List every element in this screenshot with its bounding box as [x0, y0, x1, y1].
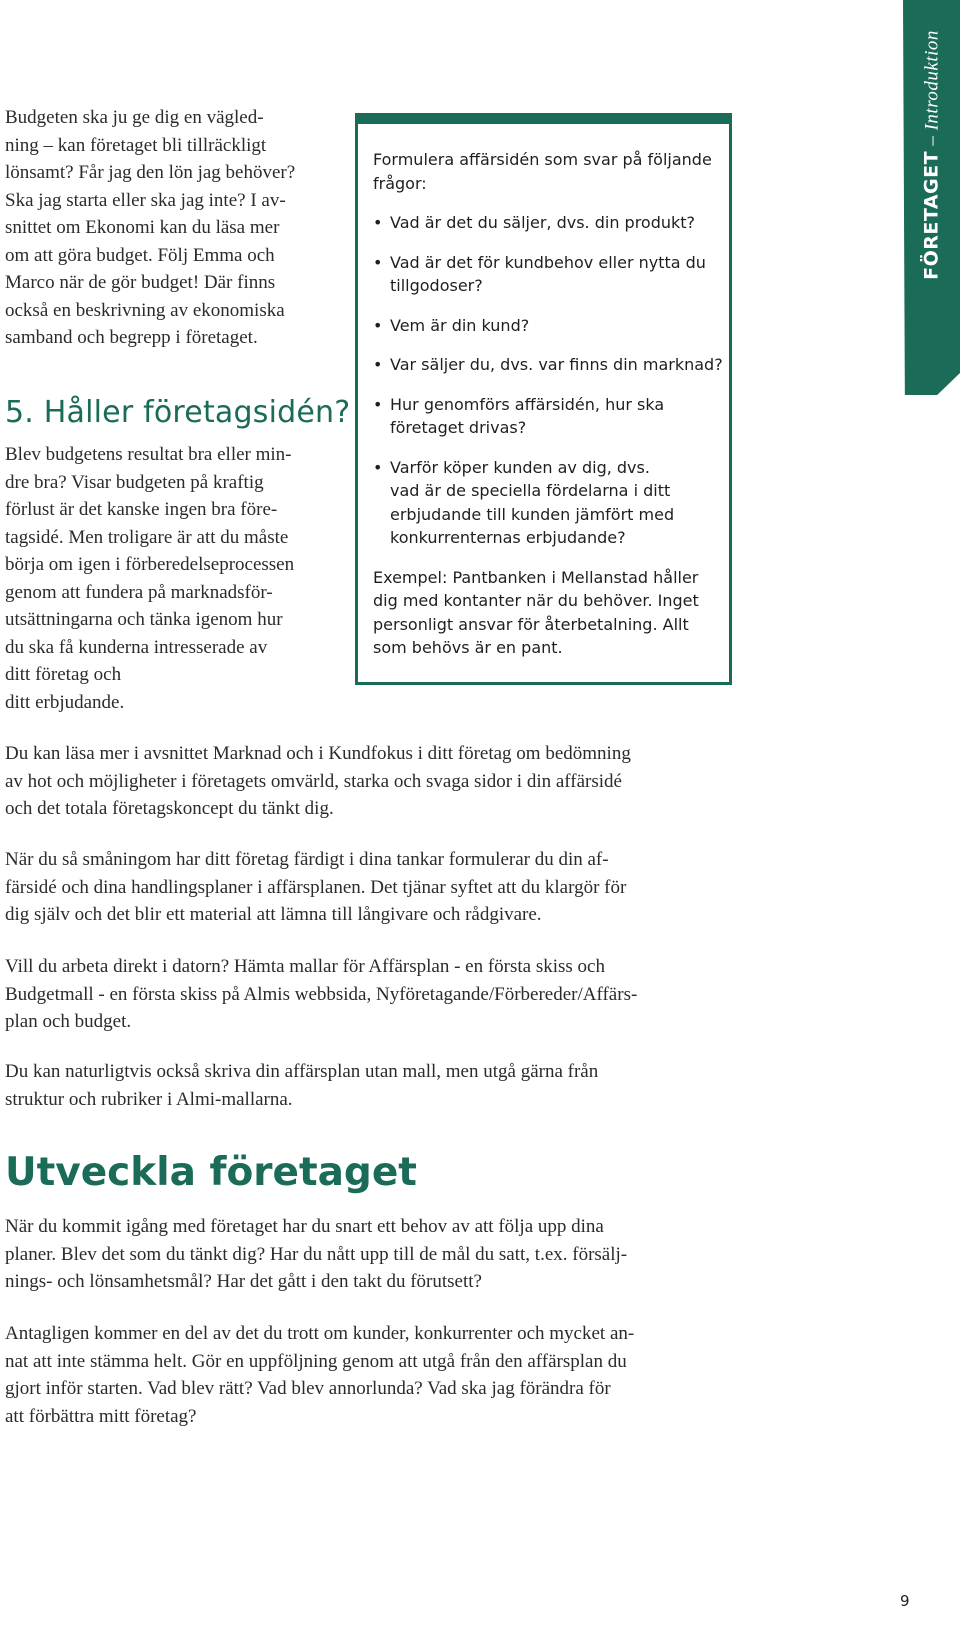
question-item [373, 456, 715, 550]
question-item [373, 251, 715, 298]
text-line: Vad är det du säljer, dvs. din produkt? [390, 213, 696, 232]
text-line: dre bra? Visar budgeten på kraftig [5, 471, 264, 493]
text-line: att förbättra mitt företag? [5, 1405, 197, 1427]
info-box-example [373, 566, 715, 660]
text-line: ditt företag och [5, 664, 122, 685]
text-line: Marco när de gör budget! Där finns [5, 272, 276, 293]
text-line: planer. Blev det som du tänkt dig? Har du nått upp till de mål du satt, t.ex. försälj- [5, 1243, 628, 1265]
question-item [373, 393, 715, 440]
text-line: börja om igen i förberedelseprocessen [5, 554, 295, 575]
page-number: 9 [900, 1592, 910, 1610]
text-line: dig med kontanter när du behöver. Inget [373, 591, 699, 610]
text-line: förlust är det kanske ingen bra före- [5, 499, 278, 520]
text-line: När du så småningom har ditt företag färdigt i dina tankar formulerar du din af- [5, 849, 609, 870]
text-line: och det totala företagskoncept du tänkt dig. [5, 798, 334, 819]
text-line: som behövs är en pant. [373, 638, 563, 657]
text-line: frågor: [373, 173, 427, 193]
text-line: personligt ansvar för återbetalning. Allt [373, 614, 689, 634]
text-line: Var säljer du, dvs. var finns din marknad? [390, 355, 723, 374]
section-body [5, 441, 340, 716]
info-box [355, 113, 732, 685]
paragraph [5, 1058, 745, 1113]
text-line: Budgetmall - en första skiss på Almis webbsida, Nyföretagande/Förbereder/Affärs- [5, 983, 638, 1005]
text-line: nat att inte stämma helt. Gör en uppföljning genom att utgå från den affärsplan du [5, 1350, 627, 1372]
text-line: lönsamt? Får jag den lön jag behöver? [5, 162, 296, 183]
question-item [373, 353, 723, 377]
text-line: konkurrenternas erbjudande? [390, 528, 626, 547]
text-line: Varför köper kunden av dig, dvs. [390, 457, 650, 477]
bullet-icon: • [373, 252, 383, 272]
side-tab-italic: Introduktion [921, 30, 942, 131]
text-line: utsättningarna och tänka igenom hur [5, 609, 283, 630]
side-tab-dash: – [921, 130, 942, 151]
text-line: ditt erbjudande. [5, 691, 125, 713]
text-line: Formulera affärsidén som svar på följande [373, 150, 712, 169]
bullet-icon: • [373, 315, 383, 335]
question-item [373, 314, 715, 338]
text-line: Ska jag starta eller ska jag inte? I av- [5, 189, 286, 211]
text-line: färsidé och dina handlingsplaner i affärsplanen. Det tjänar syftet att du klargör för [5, 876, 627, 898]
text-line: vad är de speciella fördelarna i ditt [390, 481, 671, 500]
text-line: tillgodoser? [390, 276, 483, 295]
side-tab-caps: FÖRETAGET [920, 150, 942, 280]
section-heading: 5. Håller företagsidén? [5, 395, 351, 430]
text-line: gjort inför starten. Vad blev rätt? Vad blev annorlunda? Vad ska jag förändra för [5, 1378, 611, 1399]
text-line: Antagligen kommer en del av det du trott om kunder, konkurrenter och mycket an- [5, 1323, 635, 1344]
text-line: också en beskrivning av ekonomiska [5, 299, 285, 321]
text-line: Vem är din kund? [390, 315, 530, 335]
bullet-icon: • [373, 394, 383, 414]
side-tab-label [903, 0, 960, 310]
text-line: Du kan naturligtvis också skriva din affärsplan utan mall, men utgå gärna från [5, 1061, 599, 1082]
left-intro-text [5, 104, 340, 352]
paragraph [5, 846, 745, 929]
text-line: du ska få kunderna intresserade av [5, 636, 268, 658]
paragraph [5, 1320, 745, 1430]
text-line: Blev budgetens resultat bra eller min- [5, 444, 292, 465]
text-line: Budgeten ska ju ge dig en vägled- [5, 107, 264, 128]
paragraph [5, 740, 745, 823]
text-line: om att göra budget. Följ Emma och [5, 244, 275, 266]
text-line: snittet om Ekonomi kan du läsa mer [5, 217, 280, 238]
info-box-intro [373, 148, 715, 195]
question-list [373, 211, 723, 550]
text-line: Vill du arbeta direkt i datorn? Hämta mallar för Affärsplan - en första skiss och [5, 956, 605, 977]
text-line: erbjudande till kunden jämfört med [390, 504, 675, 524]
bullet-icon: • [373, 355, 383, 374]
paragraph [5, 1213, 745, 1296]
bullet-icon: • [373, 213, 383, 232]
paragraph [5, 953, 745, 1036]
text-line: genom att fundera på marknadsför- [5, 581, 273, 603]
question-item [373, 211, 715, 235]
text-line: ning – kan företaget bli tillräckligt [5, 134, 267, 156]
text-line: Hur genomförs affärsidén, hur ska [390, 394, 665, 414]
text-line: företaget drivas? [390, 418, 527, 437]
text-line: nings- och lönsamhetsmål? Har det gått i den takt du förutsett? [5, 1271, 482, 1292]
text-line: Vad är det för kundbehov eller nytta du [390, 252, 706, 272]
text-line: dig själv och det blir ett material att lämna till långivare och rådgivare. [5, 904, 542, 925]
text-line: När du kommit igång med företaget har du snart ett behov av att följa upp dina [5, 1216, 604, 1237]
text-line: plan och budget. [5, 1011, 132, 1032]
text-line: tagsidé. Men troligare är att du måste [5, 526, 289, 548]
bullet-icon: • [373, 457, 383, 477]
develop-heading: Utveckla företaget [5, 1150, 417, 1195]
text-line: Exempel: Pantbanken i Mellanstad håller [373, 567, 699, 587]
text-line: struktur och rubriker i Almi-mallarna. [5, 1088, 293, 1110]
text-line: Du kan läsa mer i avsnittet Marknad och i Kundfokus i ditt företag om bedömning [5, 743, 631, 764]
text-line: samband och begrepp i företaget. [5, 327, 258, 348]
text-line: av hot och möjligheter i företagets omvärld, starka och svaga sidor i din affärsidé [5, 770, 622, 792]
